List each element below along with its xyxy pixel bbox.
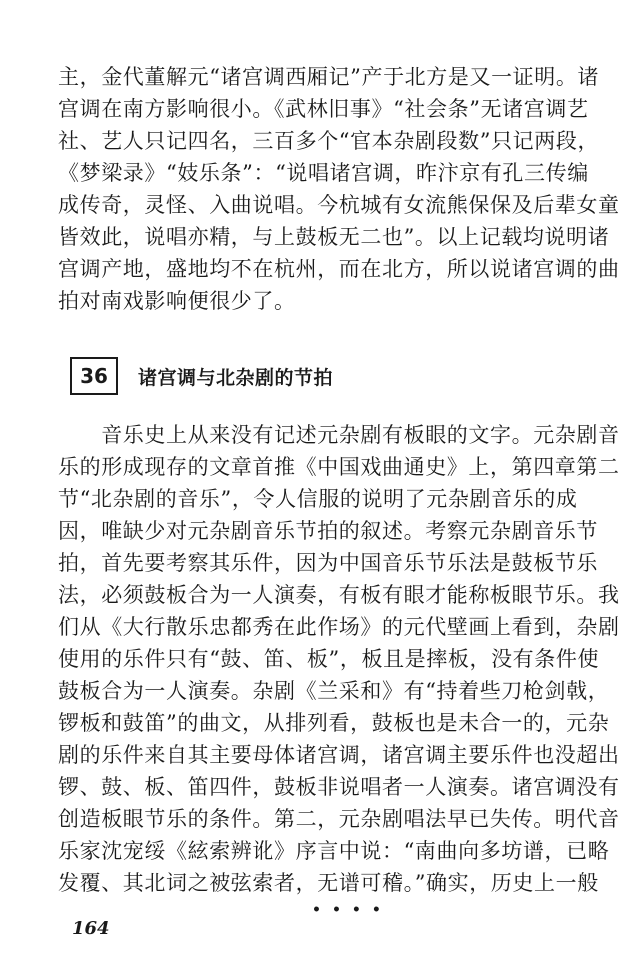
text-line: 鼓板合为一人演奏。杂剧《兰采和》有“持着些刀枪剑戟， (58, 679, 610, 703)
section-header (70, 356, 333, 396)
text-line: 发覆、其北词之被弦索者，无谱可稽。”确实，历史上一般 (58, 871, 599, 895)
text-line: 《梦梁录》“妓乐条”：“说唱诸宫调，昨汴京有孔三传编 (58, 161, 589, 185)
text-line: 锣、鼓、板、笛四件，鼓板非说唱者一人演奏。诸宫调没有 (58, 775, 620, 799)
text-line: 法，必须鼓板合为一人演奏，有板有眼才能称板眼节乐。我 (58, 583, 620, 607)
text-line: 拍对南戏影响便很少了。 (58, 289, 296, 313)
text-line: 们从《大行散乐忠都秀在此作场》的元代壁画上看到，杂剧 (58, 615, 620, 639)
section-title: 诸宫调与北杂剧的节拍 (138, 366, 334, 389)
emphasis-marks: •••• (312, 902, 392, 918)
text-line: 创造板眼节乐的条件。第二，元杂剧唱法早已失传。明代音 (58, 807, 620, 831)
text-line: 乐的形成现存的文章首推《中国戏曲通史》上，第四章第二 (58, 455, 620, 479)
text-line: 锣板和鼓笛”的曲文，从排列看，鼓板也是未合一的，元杂 (58, 711, 610, 735)
text-line: 宫调在南方影响很小。《武林旧事》“社会条”无诸宫调艺 (58, 97, 589, 121)
section-number: 36 (70, 357, 118, 395)
text-line: 音乐史上从来没有记述元杂剧有板眼的文字。元杂剧音 (58, 423, 620, 447)
page-number: 164 (72, 918, 110, 939)
text-line: 主，金代董解元“诸宫调西厢记”产于北方是又一证明。诸 (58, 65, 600, 89)
text-line: 因，唯缺少对元杂剧音乐节拍的叙述。考察元杂剧音乐节 (58, 519, 598, 543)
text-line: 乐家沈宠绥《絃索辨讹》序言中说：“南曲向多坊谱，已略 (58, 839, 610, 863)
text-line: 剧的乐件来自其主要母体诸宫调，诸宫调主要乐件也没超出 (58, 743, 620, 767)
text-line: 使用的乐件只有“鼓、笛、板”，板且是摔板，没有条件使 (58, 647, 600, 671)
text-line: 成传奇，灵怪、入曲说唱。今杭城有女流熊保保及后辈女童 (58, 193, 620, 217)
text-line: 皆效此，说唱亦精，与上鼓板无二也”。以上记载均说明诸 (58, 225, 610, 249)
text-line: 拍，首先要考察其乐件，因为中国音乐节乐法是鼓板节乐 (58, 551, 598, 575)
text-line: 节“北杂剧的音乐”，令人信服的说明了元杂剧音乐的成 (58, 487, 578, 511)
text-line: 社、艺人只记四名，三百多个“官本杂剧段数”只记两段， (58, 129, 600, 153)
text-line: 宫调产地，盛地均不在杭州，而在北方，所以说诸宫调的曲 (58, 257, 620, 281)
